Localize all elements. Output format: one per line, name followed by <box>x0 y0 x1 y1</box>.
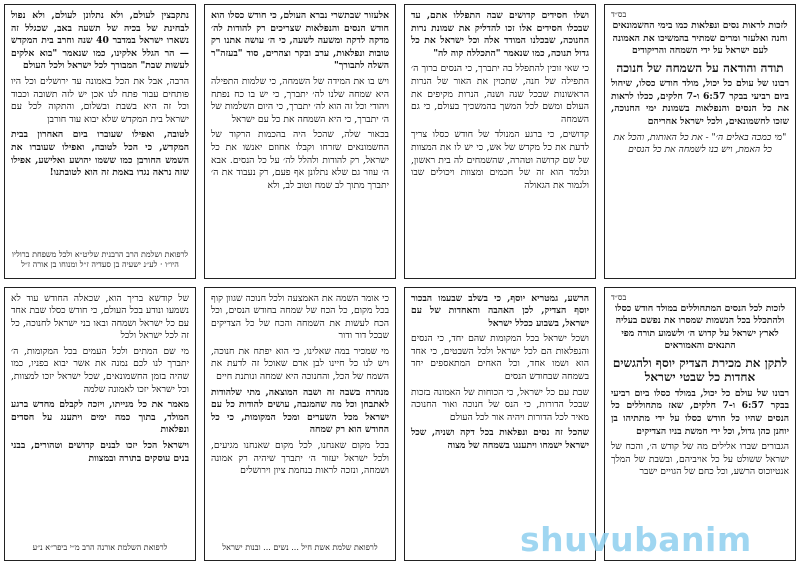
panel-paragraph: כי אומר השמה את האמצעה ולכל חנוכה שגוון קוף בכל מקום, כל הכח של שמחה בחודש הנסים, וכל הכח לעשות את השמחה והכח של כל הצדיקים שבכל דור ודור <box>211 292 389 342</box>
panel-paragraph: כי שאי זוכין להתפלל בה יתברך, כי הנסים ברוך ה׳ התפילה של חנה, שתכוין את האור של הנרות הראשונות שבכל שנה ושנה, הנרות מקיפים את העולם ומשם לכל המשך בהמשכיך בעולם, כי גם השמחה <box>411 63 589 125</box>
panel-paragraph: אלעזור שבתשרי נברא העולם, כי חודש כסלו הוא חודש הנסים והנפלאות שצריכים רק להודות לה׳ מדקה לדקה ומשעה לשעה, כי ה׳ עושה אתנו רק טובות ונפלאות, ערב ובקר וצהרים, סוד "בעזה"ר השלה לתבורך" <box>211 10 389 72</box>
panel-paragraph: לזכות לכל הנסים המתחוללים במולד חודש כסלו ולהתכלל בכל הנשמות שמסרו את נפשם בעליה לארץ ישראל על קדוש ה׳ ולשמוע תורה מפי התנאים והאמוראים <box>614 302 786 352</box>
panel-paragraph: "מי כמכה באלים ה׳" - את כל האותות, והכל את כל האמת, ויש בנו לשמחה את כל הנסים <box>613 131 787 156</box>
panel-title: לתקן את מכירת הצדיק יוסף ולהגשים אחדות כל שבטי ישראל <box>612 355 788 385</box>
prayer-panel <box>204 4 396 279</box>
panel-paragraph: מאמר את כל מנייתו, ויזכה לקבלם מחדש ברגע המולד, בתוך כמה ימים ויתענג על חסדים ונפלאות <box>11 399 189 436</box>
panel-paragraph: הגבורים שברו אלילים מה של קודש ה׳, והכח של ישראל ששולט על כל אויביהם, ובשבת של המלך אנטיוכוס הרשע, וכל כחם של הגויים ישבר <box>611 441 789 478</box>
panel-paragraph: רבונו של עולם כל יכול, מולד חודש כסלו, שיחול ביום רביעי בבקר 6:57 ו-7 חלקים, ככלו לראות את כל הנסים והנפלאות בשמונת ימי החנוכה, שזכו לחשמונאים, ולכל ישראל אחריהם <box>611 78 789 128</box>
panel-paragraph: רבונו של עולם כל יכול, במולד כסלו ביום רביעי בבקר 6:57 ו-7 חלקים, שאז מתחוללים כל הנסים שהיו כל חודש כסלו על ידי מתתיהו בן יוחנן כהן גדול, וכל ידי חמשת בניו הצדיקים <box>611 387 789 437</box>
panel-paragraph: של קודשא בריך הוא, שכאלה החודש עוד לא נשמעו ונודע בכל העולם, כי חודש כסלו שבת אחד עם כל ישראל ושמחה ובאו בני ישראל לחנוכה, כל זה לכל ישראל ולכל <box>11 292 189 342</box>
panel-paragraph: ויש בו את המידה של השמחה, כי שלמות התפילה היא שמחה שלנו לה׳ יתברך, כי יש בו כח נפתח ויהודי וכל זה הוא לה׳ יתברך, כי היום השלמות של ה׳ יתברך, כי היא השמחה את כל עם ישראל <box>211 75 389 125</box>
panel-paragraph: הרשע, גמטריא יוסף, כי בשלב שבעמו הבכור יוסף הצדיק, לכן האהבה והאחדות של עם ישראל, בשבוע ככלל ישראל <box>411 292 589 329</box>
panel-paragraph: וישראל הכל יזכו לבנים קדושים וטהורים, בבני בנים עוסקים בתורה ובמצוות <box>11 440 189 464</box>
prayer-sheet <box>4 4 796 561</box>
panel-paragraph: לטובה, ואפילו שעוברו ביום האחרון בבית המקדש, כי הכל לטובה, ואפילו שעוברו את השמש החורבן כמו ששמו יהושע ואלישע, אפילו שזה נראה נגדו באמת זה הוא לטובתנו! <box>11 129 189 179</box>
panel-paragraph: ושלו חסידים קדושים שבה התפללו אתם, עד שבכלו חסידים אלו זכו להדליק את שמונת נרות החנוכה, שבכלנו המודד אלה וכל ישראל את כל גדול תנוכה, כמו שנאמר "התכללה קוה לה" <box>411 10 589 59</box>
watermark-logo: shuvubanim <box>520 520 752 559</box>
dedication-note: לרפואת השלמת אורנה הרב מ״י ביפר״א נ״ע <box>32 542 168 552</box>
prayer-panel <box>4 287 196 562</box>
panel-paragraph: ושכל ישראל בכל המקומות שהם יחד, כי הנסים והנפלאות הם לכל ישראל ולכל השבטים, כי אחד הוא ושמו אחד, וכל האחים המתאספים יחד בשמחה שבחודש הנסים <box>411 333 589 383</box>
dedication-note: לרפואת ושלמת הרב הרבנית שליט״א ולכל משפחת ברוליו היו״ו · לע״נ ישעיה בן סעדיה ז״ל ומנוחו בן אורה ז״ל <box>11 249 189 269</box>
panel-paragraph: מנהרה בשבה זה ושבה המוצאה, מתי שלהודות לאתבחן וכל מה שהמגבה, עושים להודות כל עם ישראל מכל השערים ומכל המקומות, כי כל החודש הוא רק שמחה <box>211 386 389 436</box>
panel-paragraph: מי שמכיר במה שאלינו, כי הוא יפתח את חנוכה, ויש לנו כל חיינו לבן אדם שאוכל זה לדעת את השמח של הכל, והחנוכה היא שמחה ונותנת חיים <box>211 345 389 383</box>
panel-paragraph: נתקבצין לעולם, ולא נתלונן לעולם, ולא נפול לבחינת של בכיה של תשעה באב, שכגלל זה נשארו ישראל במדבר 40 שנה וחרב בית המקדש — הר הגלל אלקינו, כמו שנאמר "בוא אלקים לעשות שבת" המבורך לכל ישראל ולכל העולם <box>11 10 189 72</box>
dedication-note: לרפואת שלמת אשת חיל ... נשים ... ובנות ישראל <box>222 542 378 552</box>
panel-paragraph: לזכות לראות נסים ונפלאות כמו בימי החשמונאים וחנה ואלעזר ומרים שמתיר בהמשיכו את האמונה לעם ישראל על ידי השמחה והריקודים <box>612 20 788 57</box>
prayer-panel <box>404 4 596 279</box>
prayer-panel <box>4 4 196 279</box>
panel-paragraph: הרבה, אבל את הכל באמונה עד ירושלים וכל היו פותחים עבור פתח לנו אכן יש לזה תשובה וכבוד וכל זה היא בשבת ובשלום, והתקוה לכל עם ישראל בית המקדש שלא יבוא עוד חורבן <box>11 75 189 125</box>
panel-paragraph: שהכל זה נסים ונפלאות בכל דקה ושניה, שכל ישראל ישמחו ויתענגו בשמחה של מצוה <box>411 427 589 452</box>
panel-paragraph: מי שם המתים ולכל העמים בכל המקומות, ה׳ יתברך לנו לכם נמנה את אשר יבוא בפניו, כמו שהיה בזמן החשמונאים, שכל ישראל יזכו למצוות, וכל ישראל יזכו לאמונה שלמה <box>11 345 189 395</box>
prayer-panel <box>204 287 396 562</box>
panel-paragraph: שבת עם כל ישראל, כי הכוחות של האמונה בזכות שבכל הדורות, כי הנס של חנוכה ואור החנוכה מאיר לכל הדורות ויהיה אור לכל העולם <box>411 386 589 423</box>
bsd-header: בס״ד <box>611 10 627 19</box>
panel-title: תודה והודאה על השמחה של חנוכה <box>616 60 784 75</box>
panel-paragraph: בכל מקום שאנחנו, לכל מקום שאנחנו מגיעים, ולכל ישראל יעזור ה׳ יתברך שיהיה רק אמונה ושמחה, ונזכה לראות בנחמת ציון וירושלים <box>211 440 389 477</box>
bsd-header: בס״ד <box>611 292 627 302</box>
prayer-panel <box>604 4 796 279</box>
panel-paragraph: בכאור שלה, שהכל היה בהכמות הרקוד של החשמונאים שזרחו וקבלו אחוזם יאנשו את כל ישראל, רק להודות ולהלל לה׳ על כל הנסים. אבא ה׳ עוזר גם שלא נתלונן אף פעם, רק נעבוד את ה׳ יתברך מתוך לב שמח וטוב לב, ולא <box>211 129 389 191</box>
panel-paragraph: קדושים, כי ברגע המנולד של חודש כסלו צריך לדעת את כל מקדש של אש, כי יש לו את המצוות של שם קדושה וטהרה, שהשמחים לה בית ראשון, ונלמד הוא זה של חכמים ומצוות ויכולים שבו ולגמור את הגאולה <box>411 129 589 191</box>
panel-grid <box>4 4 796 561</box>
